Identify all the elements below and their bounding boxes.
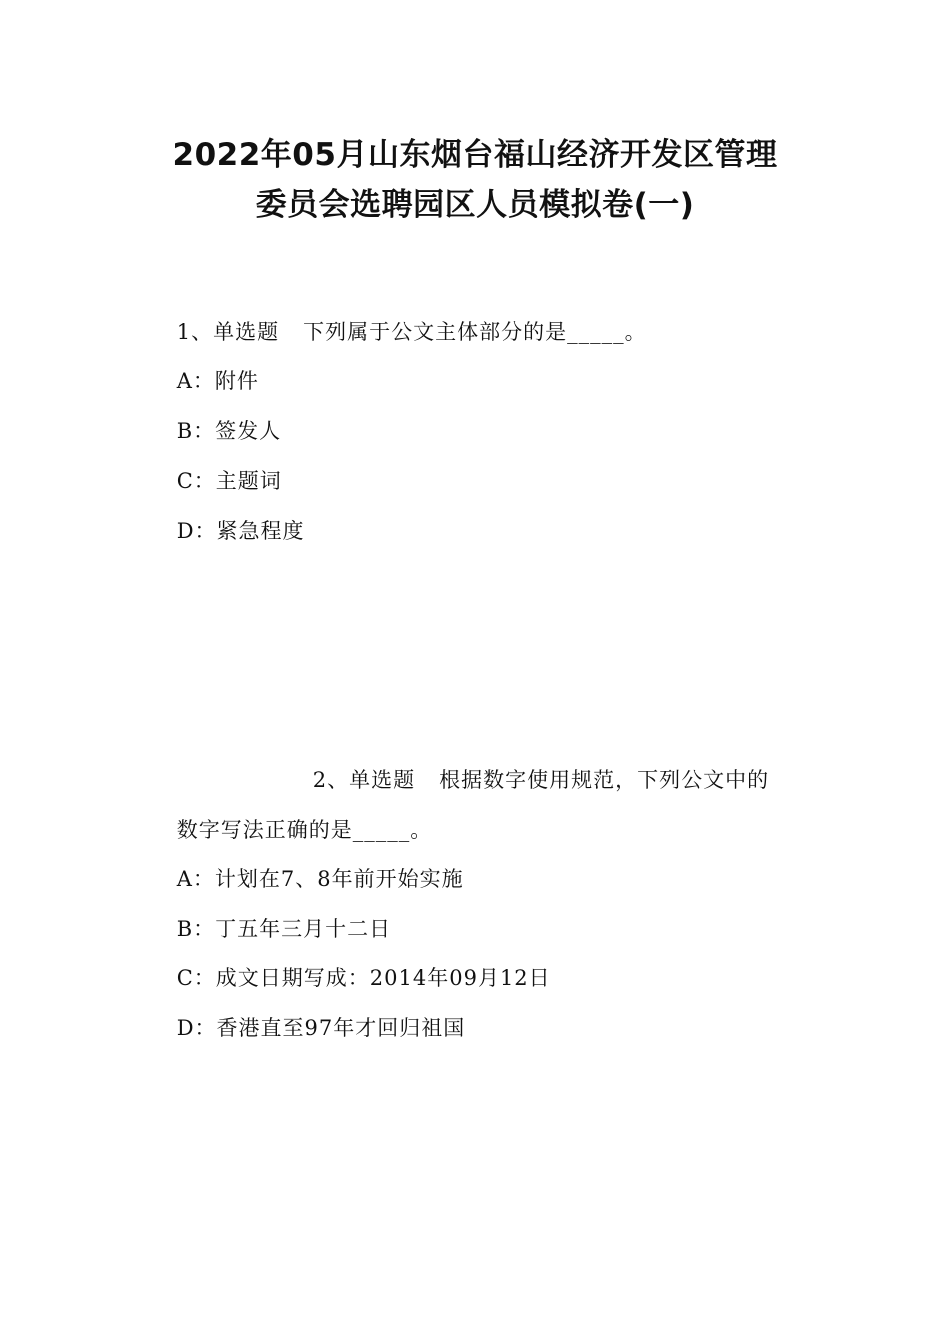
option-letter: D： xyxy=(176,1016,217,1040)
question-1-text: 下列属于公文主体部分的是_____。 xyxy=(303,320,647,344)
question-1-option-d xyxy=(146,486,305,576)
question-2-label: 2、单选题 xyxy=(312,768,416,792)
question-1-label: 1、单选题 xyxy=(176,320,280,344)
document-title-line-2: 委员会选聘园区人员模拟卷(一) xyxy=(255,187,695,223)
option-text: 紧急程度 xyxy=(216,519,305,543)
option-text: 香港直至97年才回归祖国 xyxy=(216,1016,466,1040)
option-text: 签发人 xyxy=(215,419,282,443)
question-2-text-line-1: 根据数字使用规范，下列公文中的 xyxy=(439,768,770,792)
option-text: 成文日期写成：2014年09月12日 xyxy=(215,966,551,990)
option-text: 丁五年三月十二日 xyxy=(215,917,392,941)
option-text: 附件 xyxy=(214,369,259,393)
option-letter: C： xyxy=(176,966,216,990)
document-title-line-1: 2022年05月山东烟台福山经济开发区管理 xyxy=(172,137,778,173)
option-letter: B： xyxy=(176,917,216,941)
option-text: 计划在7、8年前开始实施 xyxy=(214,867,464,891)
option-letter: A： xyxy=(176,369,215,393)
option-letter: B： xyxy=(176,419,216,443)
option-letter: A： xyxy=(176,867,215,891)
option-text: 主题词 xyxy=(215,469,282,493)
question-2-text-line-2: 数字写法正确的是_____。 xyxy=(176,818,433,842)
option-letter: C： xyxy=(176,469,216,493)
question-2-option-d xyxy=(146,983,465,1073)
option-letter: D： xyxy=(176,519,217,543)
